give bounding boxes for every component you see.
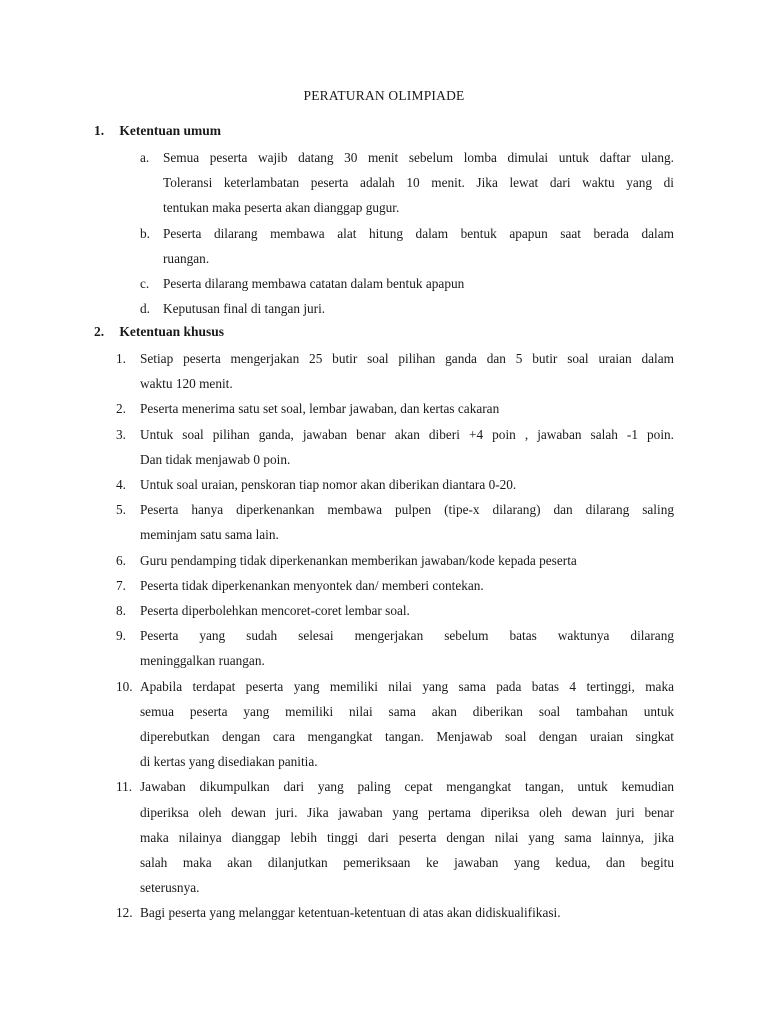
list-item [0,422,768,472]
text-line: meninggalkan ruangan. [140,653,265,669]
text-line: Untuk soal pilihan ganda, jawaban benar akan diberi +4 poin , jawaban salah -1 poin. [140,426,674,442]
list-item-text [140,674,674,775]
text-line: Peserta yang sudah selesai mengerjakan sebelum batas waktunya dilarang [140,628,674,644]
section-title: Ketentuan umum [119,123,222,138]
list-item [0,900,768,925]
text-line: Toleransi keterlambatan peserta adalah 10 menit. Jika lewat dari waktu yang di [163,175,674,191]
list-marker: 6. [116,552,126,568]
list-item-text [163,145,674,221]
list-marker: 12. [116,905,133,921]
list-item [0,472,768,497]
text-line: waktu 120 menit. [140,376,233,392]
text-line: Jawaban dikumpulkan dari yang paling cepat mengangkat tangan, untuk kemudian [140,779,674,795]
list-item [0,396,768,421]
text-line: tentukan maka peserta akan dianggap gugur. [163,200,400,216]
list-marker: 7. [116,577,126,593]
list-marker: 5. [116,502,126,518]
text-line: Keputusan final di tangan juri. [163,301,326,317]
list-item-text [140,422,674,472]
section-title: Ketentuan khusus [119,324,225,339]
text-line: Peserta hanya diperkenankan membawa pulpen (tipe-x dilarang) dan dilarang saling [140,502,674,518]
list-marker: 2. [116,401,126,417]
text-line: diperiksa oleh dewan juri. Jika jawaban yang pertama diperiksa oleh dewan juri benar [140,804,674,820]
text-line: Setiap peserta mengerjakan 25 butir soal pilihan ganda dan 5 butir soal uraian dalam [140,351,674,366]
text-line: meminjam satu sama lain. [140,527,279,543]
list-item [0,271,768,296]
text-line: seterusnya. [140,880,200,896]
text-line: Peserta menerima satu set soal, lembar jawaban, dan kertas cakaran [140,401,500,417]
text-line: maka nilainya dianggap lebih tinggi dari peserta dengan nilai yang sama lainnya, jika [140,829,674,845]
text-line: Semua peserta wajib datang 30 menit sebelum lomba dimulai untuk daftar ulang. [163,150,674,165]
list-item-text [140,623,674,673]
list-item [0,221,768,271]
list-item-text [163,271,674,296]
text-line: Untuk soal uraian, penskoran tiap nomor akan diberikan diantara 0-20. [140,477,517,492]
list-marker: 1. [116,351,126,366]
list-item-text [163,296,674,321]
text-line: diperebutkan dengan cara mengangkat tangan. Menjawab soal dengan uraian singkat [140,728,674,744]
list-item-text [140,472,674,497]
list-item-text [140,497,674,547]
text-line: Peserta dilarang membawa catatan dalam bentuk apapun [163,276,465,291]
list-item [0,598,768,623]
list-item-text [163,221,674,271]
list-item-text [140,900,674,925]
section-heading-ketentuan-khusus [94,324,224,340]
list-item [0,346,768,396]
text-line: ruangan. [163,250,210,266]
list-item-text [140,774,674,900]
list-marker: 9. [116,628,126,644]
list-marker: 3. [116,426,126,442]
list-item [0,296,768,321]
list-marker: 10. [116,678,133,694]
list-item [0,774,768,900]
text-line: Peserta dilarang membawa alat hitung dalam bentuk apapun saat berada dalam [163,225,674,241]
section-number: 2. [94,324,105,339]
section-number: 1. [94,123,105,138]
list-marker: c. [140,276,150,291]
list-marker: 4. [116,477,126,492]
text-line: Bagi peserta yang melanggar ketentuan-ketentuan di atas akan didiskualifikasi. [140,905,561,921]
text-line: Peserta tidak diperkenankan menyontek dan/ memberi contekan. [140,577,484,593]
list-item [0,145,768,221]
list-item-text [140,548,674,573]
text-line: salah maka akan dilanjutkan pemeriksaan ke jawaban yang kedua, dan begitu [140,854,674,870]
text-line: Guru pendamping tidak diperkenankan memberikan jawaban/kode kepada peserta [140,552,577,568]
list-item [0,497,768,547]
list-item-text [140,598,674,623]
list-marker: d. [140,301,150,317]
list-marker: a. [140,150,150,165]
document-title: PERATURAN OLIMPIADE [303,88,465,103]
list-item [0,623,768,673]
text-line: semua peserta yang memiliki nilai sama akan diberikan soal tambahan untuk [140,703,674,719]
text-line: Apabila terdapat peserta yang memiliki nilai yang sama pada batas 4 tertinggi, maka [140,678,674,694]
list-marker: 11. [116,779,133,795]
text-line: Dan tidak menjawab 0 poin. [140,451,291,467]
list-item-text [140,396,674,421]
list-marker: b. [140,225,150,241]
list-item-text [140,346,674,396]
list-marker: 8. [116,603,126,618]
list-item [0,573,768,598]
section-heading-ketentuan-umum [94,123,221,139]
text-line: Peserta diperbolehkan mencoret-coret lembar soal. [140,603,410,618]
list-item [0,548,768,573]
text-line: di kertas yang disediakan panitia. [140,754,318,770]
list-item [0,674,768,775]
list-item-text [140,573,674,598]
